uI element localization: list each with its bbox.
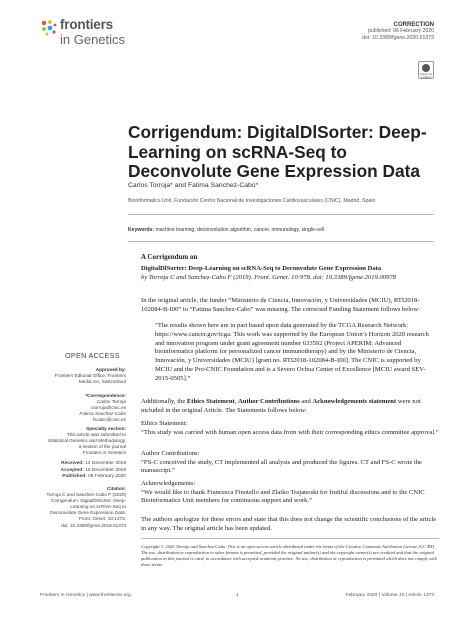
email-link[interactable]: fscabo@cnic.es: [92, 417, 126, 423]
check-for-updates-button[interactable]: [418, 61, 434, 79]
article-title: Corrigendum: DigitalDlSorter: Deep-Learning on scRNA-Seq to Deconvolute Gene Expression Data: [128, 122, 427, 181]
update-check-icon: [422, 64, 430, 72]
divider: [141, 538, 439, 539]
citation-label: Citation:: [106, 486, 126, 491]
specialty-section: Specialty section: This article was submitted to Statistical Genetics and Methodology, a section of the journal Frontiers in Genetics: [47, 426, 126, 456]
contributions-text: “FS-C conceived the study, CT implemented all analysis and produced the figures. CT and FS-C wrote the manuscript.”: [141, 458, 422, 475]
published-date: published: 06 February 2020: [367, 28, 434, 35]
citation: Citation: Torroja C and Sanchez-Cabo F (2020) Corrigendum: DigitalDlSorter: Deep- Learning on scRNA-Seq to Deconvolute Gene Expression Data. Front. Genet. 10:1373. doi: 10.3389/fgene.2019.01373: [46, 486, 126, 528]
acknowledgements: [141, 480, 439, 506]
frontiers-logo-icon: [40, 19, 58, 37]
authors: Carlos Torroja* and Fatima Sanchez-Cabo*: [128, 182, 259, 189]
contributions-heading: Author Contributions:: [141, 450, 200, 457]
page-number: 1: [236, 593, 239, 598]
acknowledgements-text: “We would like to thank Francesca Finotello and Zlatko Trajanoski for fruitful discussions and to the CNIC Bioinformatics Unit members for continuous support and work.”: [141, 488, 425, 505]
open-access-label: OPEN ACCESS: [65, 351, 120, 360]
correspondence-label: *Correspondence:: [85, 393, 126, 398]
copyright-notice: Copyright © 2020 Torroja and Sanchez-Cabo. This is an open-access article distributed under the terms of the Creative Commons Attribution License (CC BY). The use, distribution or reproduction in other forums is permitted, provided the original author(s) and the copyright owner(s) are credited and that the original publication in this journal is cited, in accordance with accepted academic practice. No use, distribution or reproduction is permitted which does not comply with these terms.: [141, 544, 438, 567]
ethics-heading: Ethics Statement:: [141, 420, 188, 427]
body-paragraph-statements: Additionally, the Ethics Statement, Author Contributions and Acknowledgements statement were not included in the original Article. The Statements follows below:: [141, 398, 421, 414]
journal-logo: [40, 15, 160, 55]
keywords: [128, 227, 324, 233]
ethics-text: “This study was carried with human open access data from with their corresponding ethics committee approval.”: [141, 428, 439, 436]
ethics-statement: [141, 420, 439, 437]
citation-doi-link[interactable]: doi: 10.3389/fgene.2019.01373: [61, 522, 126, 528]
article-meta: [362, 22, 434, 41]
logo-subtext: in Genetics: [60, 32, 126, 47]
check-for-updates-label: Check for updates: [419, 72, 433, 79]
divider: [128, 214, 434, 215]
footer-issue: February 2020 | Volume 10 | Article 1373: [345, 593, 434, 598]
affiliation: Bioinformatics Unit, Fundación Centro Nacional de Investigaciones Cardiovasculares (CNIC), Madrid, Spain: [128, 198, 376, 204]
correspondence: *Correspondence: Carlos Torroja ctorroja@cnic.es Fatima Sanchez-Cabo fscabo@cnic.es: [79, 393, 126, 423]
article-type-badge: CORRECTION: [393, 22, 434, 28]
divider: [128, 241, 434, 242]
keywords-label: Keywords:: [128, 227, 155, 233]
keywords-text: machine learning, deconvolution algorithm, cancer, immunology, single-cell: [155, 227, 325, 233]
footer-journal[interactable]: Frontiers in Genetics | www.frontiersin.org: [40, 593, 131, 598]
approved-by-label: Approved by:: [95, 367, 126, 372]
approved-by: Approved by: Frontiers Editorial Office, Frontiers Media SA, Switzerland: [54, 367, 126, 385]
article-dates: Received: 12 December 2019 Accepted: 16 December 2019 Published: 06 February 2020: [60, 461, 126, 479]
funding-statement-quote: “The results shown here are in part based upon data generated by the TCGA Research Network: https://www.cancer.gov/tcga. This work was supported by the European Union’s Horizon 2020 research and innovation program under grant agreement number 633592 (Project APERIM: Advanced bioinformatics platform for personalized cancer immunotherapy) and by the Ministerio de Ciencia, Innovación, y Universidades (MCIU) [grant no. RTI2018-102084-B-I00]. The CNIC is supported by MCIU and the Pro-CNIC Foundation and is a Severo Ochoa Center of Excellence [MCIU award SEV-2015-0505].”: [155, 322, 429, 382]
acknowledgements-heading: Acknowledgements:: [141, 480, 196, 487]
body-paragraph-apology: The authors apologize for these errors and state that this does not change the scientific conclusions of the article in any way. The original article has been updated.: [141, 516, 437, 532]
body-paragraph-funding: In the original article, the funder “Ministerio de Ciencia, Innovación, y Universidades (MCIU), RTI2018-102084-B-I00” to “Fatima Sanchez-Cabo” was missing. The corrected Funding Statement follows below:: [141, 297, 420, 313]
author-contributions: [141, 450, 439, 476]
original-article-citation: by Torroja C and Sanchez-Cabo F (2019). Front. Genet. 10:978. doi: 10.3389/fgene.2019.00978: [141, 274, 396, 281]
specialty-section-label: Specialty section:: [86, 426, 126, 431]
logo-text: frontiers: [60, 17, 113, 32]
original-article-title[interactable]: DigitalDlSorter: Deep-Learning on scRNA-Seq to Deconvolute Gene Expression Data: [141, 265, 382, 272]
corrigendum-on-heading: A Corrigendum on: [141, 253, 198, 261]
doi: doi: 10.3389/fgene.2020.01373: [362, 34, 434, 41]
email-link[interactable]: ctorroja@cnic.es: [91, 405, 126, 411]
